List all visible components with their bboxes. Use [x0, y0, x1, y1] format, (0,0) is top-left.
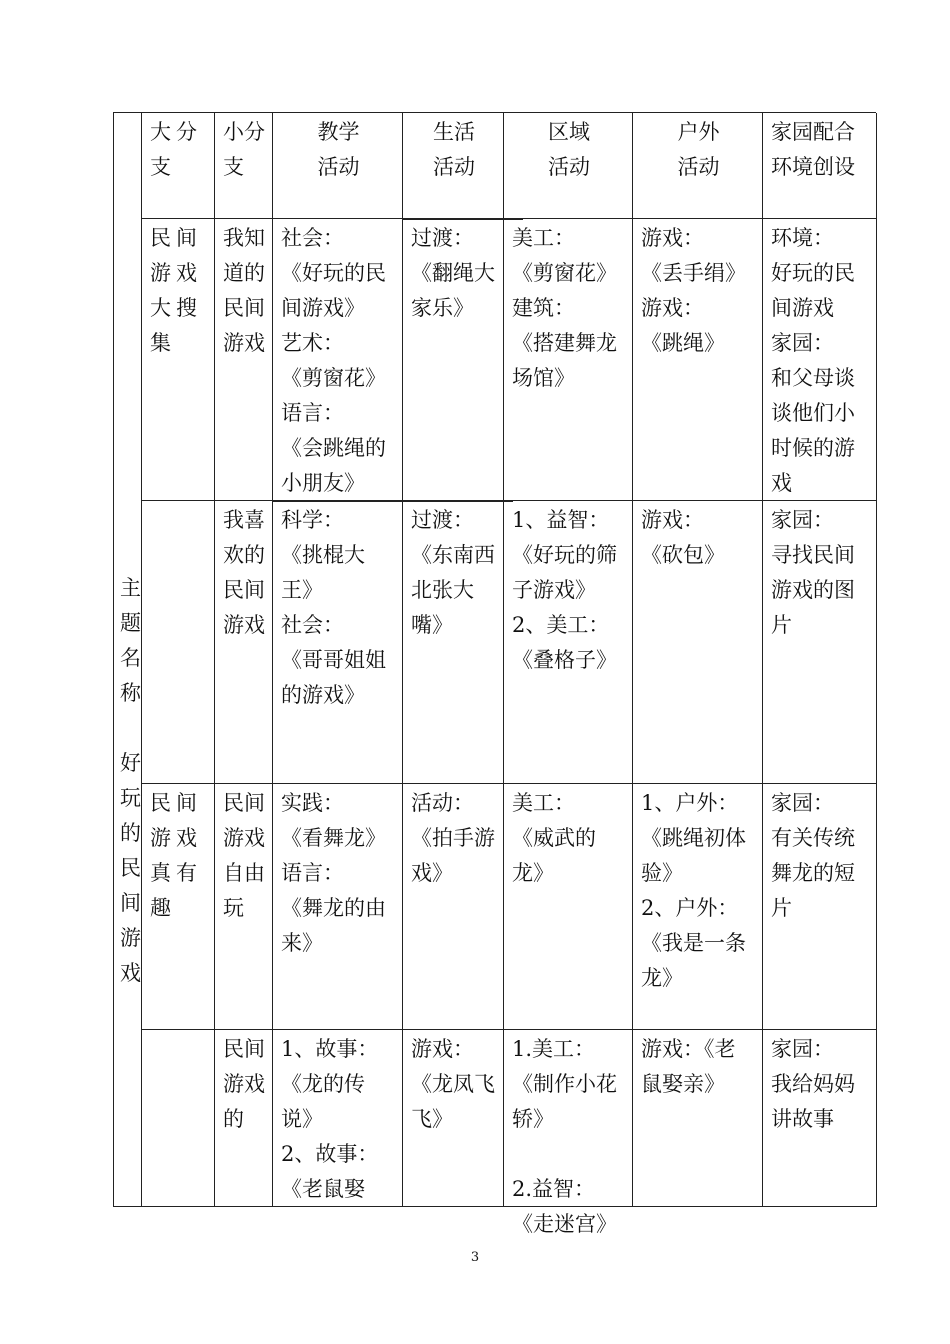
row4-life: 游戏： 《龙凤飞飞》 [403, 1030, 504, 1207]
row4-small-branch: 民间游戏的 [215, 1030, 273, 1207]
row3-area: 美工： 《威武的龙》 [504, 784, 633, 1030]
rule-stub [273, 500, 513, 502]
header-life: 生活 活动 [403, 113, 504, 219]
row1-outdoor: 游戏： 《丢手绢》 游戏： 《跳绳》 [633, 219, 763, 501]
header-home: 家园配合环境创设 [763, 113, 877, 219]
row1-small-branch: 我知道的民间游戏 [215, 219, 273, 501]
row2-small-branch: 我喜欢的民间游戏 [215, 501, 273, 784]
row1-area: 美工： 《剪窗花》 建筑： 《搭建舞龙场馆》 [504, 219, 633, 501]
row3-big-branch: 民间游戏真有趣 [142, 784, 215, 1030]
row2-area: 1、益智：《好玩的筛子游戏》 2、美工：《叠格子》 [504, 501, 633, 784]
row4-home: 家园： 我给妈妈讲故事 [763, 1030, 877, 1207]
header-small-branch: 小分支 [215, 113, 273, 219]
header-area: 区域 活动 [504, 113, 633, 219]
row3-small-branch: 民间游戏自由玩 [215, 784, 273, 1030]
row3-home: 家园： 有关传统舞龙的短片 [763, 784, 877, 1030]
row2-big-branch [142, 501, 215, 784]
header-outdoor: 户外 活动 [633, 113, 763, 219]
theme-label: 主题名称 [120, 576, 141, 705]
row1-big-branch: 民间游戏大搜集 [142, 219, 215, 501]
page-number: 3 [470, 1250, 480, 1265]
row4-outdoor: 游戏：《老鼠娶亲》 [633, 1030, 763, 1207]
row3-outdoor: 1、户外：《跳绳初体验》 2、户外：《我是一条龙》 [633, 784, 763, 1030]
row3-life: 活动： 《拍手游戏》 [403, 784, 504, 1030]
row2-outdoor: 游戏： 《砍包》 [633, 501, 763, 784]
header-big-branch: 大分支 [142, 113, 215, 219]
row3-teaching: 实践： 《看舞龙》 语言： 《舞龙的由来》 [273, 784, 403, 1030]
row4-area: 1.美工：《制作小花轿》 2.益智：《走迷宫》 [504, 1030, 633, 1207]
row2-home: 家园： 寻找民间游戏的图片 [763, 501, 877, 784]
row2-life: 过渡： 《东南西北张大嘴》 [403, 501, 504, 784]
row1-home: 环境： 好玩的民间游戏 家园： 和父母谈谈他们小时候的游戏 [763, 219, 877, 501]
row4-teaching: 1、故事： 《龙的传说》 2、故事： 《老鼠娶 [273, 1030, 403, 1207]
theme-value: 好玩的民间游戏 [120, 751, 141, 985]
theme-column [114, 113, 142, 1207]
row2-teaching: 科学： 《挑棍大王》 社会： 《哥哥姐姐的游戏》 [273, 501, 403, 784]
header-teaching: 教学 活动 [273, 113, 403, 219]
theme-plan-table [113, 112, 876, 1236]
row4-big-branch [142, 1030, 215, 1207]
rule-stub [403, 218, 523, 220]
row1-teaching: 社会： 《好玩的民间游戏》 艺术： 《剪窗花》 语言： 《会跳绳的小朋友》 [273, 219, 403, 501]
row1-life: 过渡： 《翻绳大家乐》 [403, 219, 504, 501]
